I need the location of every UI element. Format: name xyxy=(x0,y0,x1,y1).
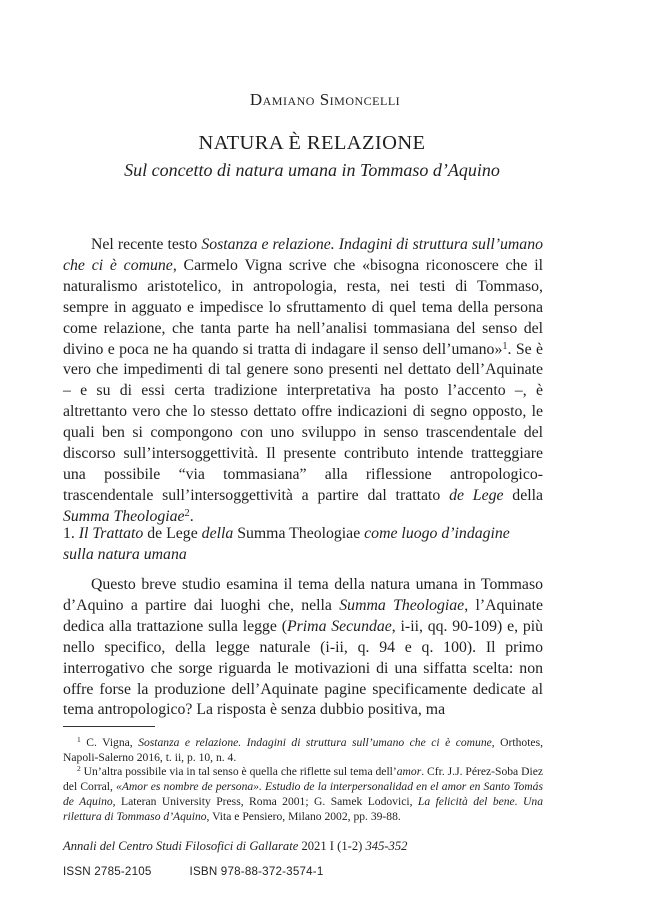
footnote-2 xyxy=(63,765,543,824)
italic-term: Prima Secundae xyxy=(286,617,392,635)
text-run: , Orthotes, Napoli-Salerno 2016, t. ii, p. 10, n. 4. xyxy=(63,736,543,764)
book-title: Sostanza e relazione. Indagini di struttura sull’umano che ci è comune xyxy=(63,236,543,274)
footnote-ref-2[interactable]: 2 xyxy=(184,507,190,519)
cited-title: «Amor es nombre de persona». Estudio de la interpersonalidad en el amor en Santo Tomás de Aquino xyxy=(63,780,543,808)
text-run: , Carmelo Vigna scrive che «bisogna riconoscere che il naturalismo aristotelico, in antropologia, resta, nei testi di Tommaso, sempre in agguato e impedisce lo sfruttamento di quel tema della persona come relazione, che tanta parte ha nell’analisi tommasiana del senso del divino e poca ne ha quando si tratta di indagare il senso dell’umano» xyxy=(63,256,543,358)
footnote-rule xyxy=(63,726,155,727)
footnotes xyxy=(63,736,543,824)
issn-number: ISSN 2785-2105 xyxy=(63,865,152,878)
text-run: . xyxy=(189,507,194,525)
section-number: 1. xyxy=(63,525,79,542)
text-run: , Lateran University Press, Roma 2001; G. Samek Lodovici, xyxy=(112,794,418,808)
journal-volume: 2021 I (1-2) xyxy=(298,839,366,853)
footnote-number: 1 xyxy=(77,735,81,745)
article-subtitle: Sul concetto di natura umana in Tommaso d’Aquino xyxy=(124,160,500,180)
text-run: della xyxy=(503,486,543,504)
italic-term: de Lege xyxy=(449,486,504,504)
identifier-row xyxy=(63,865,323,878)
cited-title: La felicità del bene. Una rilettura di Tommaso d’Aquino xyxy=(63,794,544,823)
section-heading xyxy=(63,524,543,566)
text-run: , i-ii, qq. 90-109) e, più nello specifico, della legge naturale (i-ii, q. 94 e q. 100). Il primo interrogativo che sorge riguarda le motivazioni di una siffatta scelta: non offre forse la produzione dell’Aquinate pagine specificamente dedicate al tema antropologico? La risposta è senza dubbio positiva, ma xyxy=(63,617,544,719)
text-run: , Vita e Pensiero, Milano 2002, pp. 39-88. xyxy=(206,809,401,823)
heading-roman: Summa Theologiae xyxy=(233,525,365,542)
text-run: , l’Aquinate dedica alla trattazione sulla legge ( xyxy=(63,596,544,635)
footnote-1 xyxy=(63,736,543,765)
intro-paragraph xyxy=(63,235,543,528)
italic-term: Summa Theologiae xyxy=(63,507,185,525)
italic-term: amor xyxy=(396,765,422,779)
text-run: . Se è vero che impedimenti di tal genere sono presenti nel dettato dell’Aquinate – e su di essi certa tradizione interpretativa ha posto l’accento –, è altrettanto vero che lo stesso dettato offre indicazioni di segno opposto, le quali ben si compongono con uno sviluppo in senso trascendentale del discorso sull’intersoggettività. Il presente contributo intende tratteggiare una possibile “via tommasiana” alla riflessione antropologico-trascendentale sull’intersoggettività a partire dal trattato xyxy=(63,340,543,504)
heading-italic: della xyxy=(201,525,234,542)
journal-citation xyxy=(63,839,543,854)
italic-term: Summa Theologiae xyxy=(339,596,465,614)
intro-paragraph-block xyxy=(63,235,543,528)
heading-roman: de Lege xyxy=(143,525,202,542)
heading-italic: come luogo d’indagine sulla natura umana xyxy=(63,525,510,563)
footnote-ref-1[interactable]: 1 xyxy=(502,340,508,352)
heading-italic: Il Trattato xyxy=(78,525,144,542)
text-run: C. Vigna, xyxy=(80,736,139,749)
text-run: . Cfr. J.J. Pérez-Soba Diez del Corral, xyxy=(63,765,543,794)
journal-name: Annali del Centro Studi Filosofici di Gallarate xyxy=(63,839,299,853)
cited-title: Sostanza e relazione. Indagini di struttura sull’umano che ci è comune xyxy=(138,736,492,749)
footnote-number: 2 xyxy=(77,764,81,774)
text-run: Un’altra possibile via in tal senso è quella che riflette sul tema dell’ xyxy=(80,765,397,779)
text-run: Nel recente testo xyxy=(91,236,202,253)
section-paragraph-block xyxy=(63,575,543,721)
section-paragraph xyxy=(63,575,543,721)
journal-pages: 345-352 xyxy=(365,839,408,853)
text-run: Questo breve studio esamina il tema della natura umana in Tommaso d’Aquino a partire dai luoghi che, nella xyxy=(63,576,543,614)
author-name: Damiano Simoncelli xyxy=(249,90,401,109)
article-title: NATURA È RELAZIONE xyxy=(198,132,426,154)
isbn-number: ISBN 978-88-372-3574-1 xyxy=(189,865,324,878)
